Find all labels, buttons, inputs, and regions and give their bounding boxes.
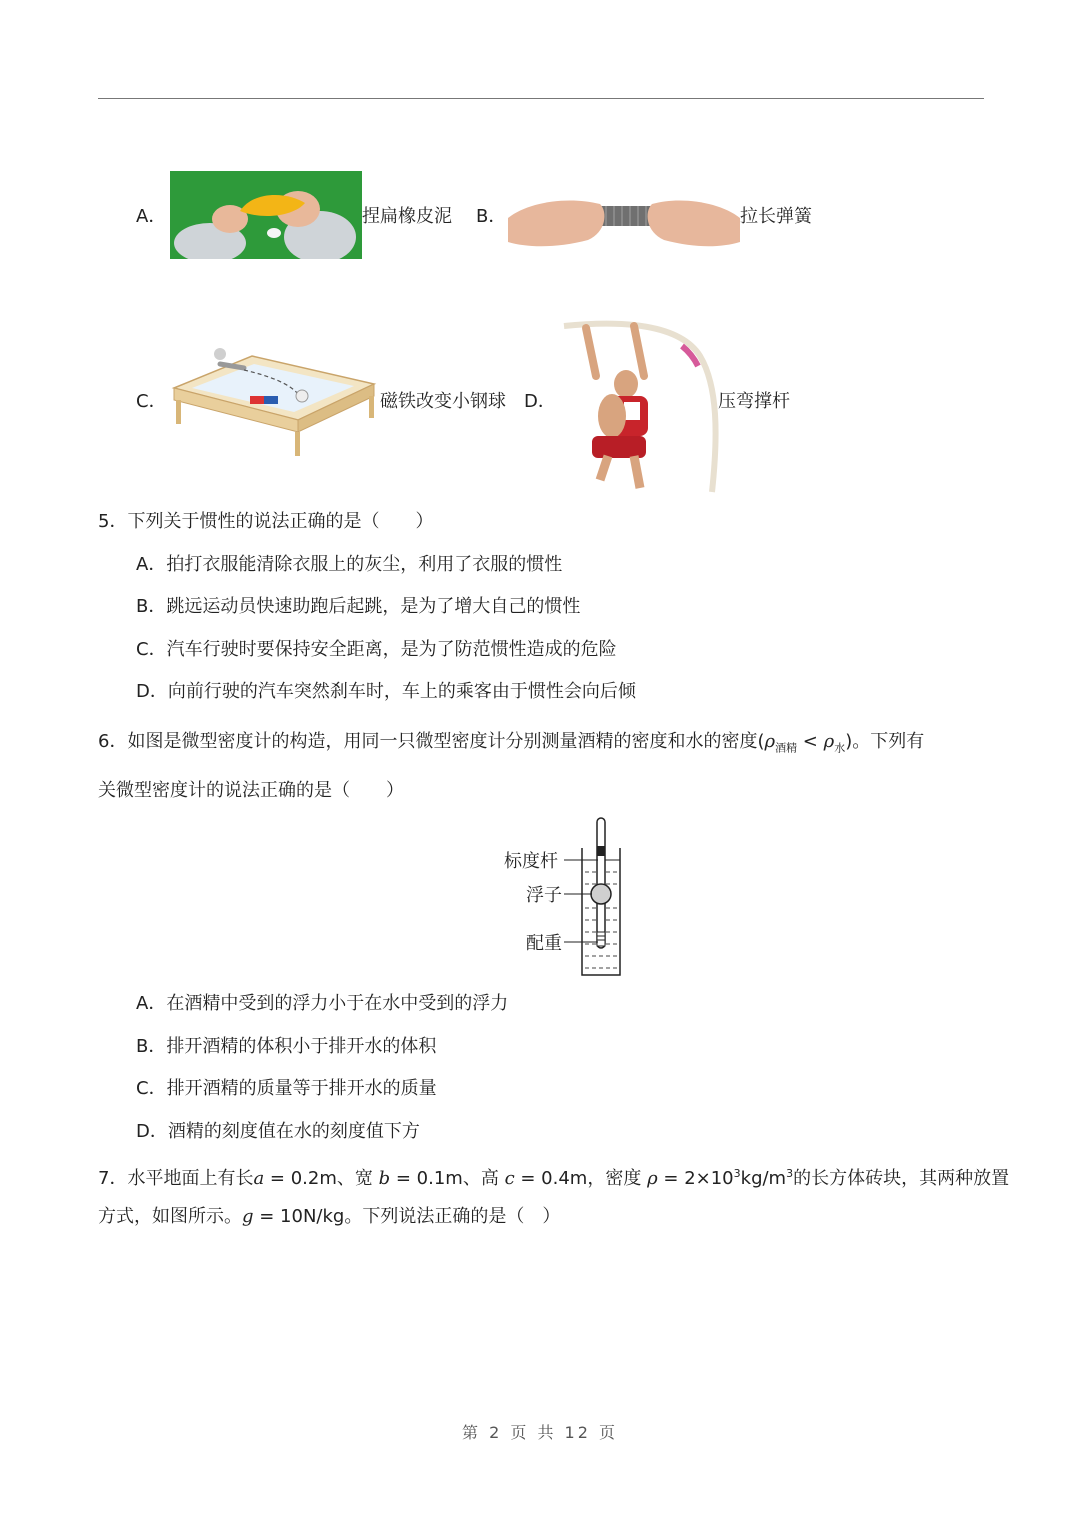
q7-stem-line1	[98, 1162, 1009, 1191]
q7-line2b: 。下列说法正确的是（ ）	[344, 1206, 561, 1227]
magnet-ball-image	[170, 346, 378, 458]
q5-option-c: C．汽车行驶时要保持安全距离，是为了防范惯性造成的危险	[136, 639, 617, 660]
label-scale-rod: 标度杆	[504, 851, 558, 872]
q7-eq-g: = 10N/kg	[253, 1206, 345, 1227]
q7-rho: ρ	[647, 1168, 658, 1189]
q6-stem-line2: 关微型密度计的说法正确的是（ ）	[98, 780, 404, 801]
q4-option-a-caption: 捏扁橡皮泥	[362, 206, 452, 227]
q7-stem-line2	[98, 1205, 560, 1229]
hydrometer-diagram	[500, 812, 630, 980]
q7-p1: 7．水平地面上有长	[98, 1168, 254, 1189]
q5-stem: 5．下列关于惯性的说法正确的是（ ）	[98, 511, 434, 532]
page-footer: 第 2 页 共 12 页	[462, 1423, 618, 1442]
q7-eq-rho: = 2×10	[657, 1168, 734, 1189]
q7-b: b	[378, 1168, 391, 1189]
q5-option-b: B．跳远运动员快速助跑后起跳，是为了增大自己的惯性	[136, 596, 581, 617]
q7-exp: 3	[733, 1167, 741, 1180]
spring-stretch-image	[508, 182, 740, 252]
q4-option-a-letter: A．	[136, 206, 167, 227]
q4-option-d-letter: D．	[524, 391, 556, 412]
q4-option-c-caption: 磁铁改变小钢球	[380, 391, 506, 412]
q6-stem-line1: 6．如图是微型密度计的构造，用同一只微型密度计分别测量酒精的密度和水的密度$(\rho_{酒精} < \rho_水)$。下列有	[98, 731, 925, 755]
q6-option-b: B．排开酒精的体积小于排开水的体积	[136, 1036, 437, 1057]
q6-stem-a: 6．如图是微型密度计的构造，用同一只微型密度计分别测量酒精的密度和水的密度	[98, 731, 758, 752]
q7-eq-c: = 0.4m，密度	[514, 1168, 648, 1189]
header-rule	[98, 98, 984, 99]
q6-rho-water: ρ	[823, 731, 835, 752]
q6-stem-b: 。下列有	[852, 731, 925, 752]
q6-lt: <	[797, 731, 824, 752]
q4-option-c-letter: C．	[136, 391, 167, 412]
q7-eq-b: = 0.1m、高	[390, 1168, 505, 1189]
q7-g: g	[242, 1206, 254, 1227]
q6-option-d: D．酒精的刻度值在水的刻度值下方	[136, 1121, 420, 1142]
q5-option-a: A．拍打衣服能清除衣服上的灰尘，利用了衣服的惯性	[136, 554, 563, 575]
q7-a: a	[253, 1168, 265, 1189]
q6-sub-alcohol: 酒精	[775, 741, 798, 755]
pole-vault-image	[562, 316, 720, 494]
label-weight: 配重	[526, 933, 562, 954]
q7-exp-unit: 3	[786, 1167, 794, 1180]
q4-option-d-caption: 压弯撑杆	[718, 391, 790, 412]
q7-p2: 的长方体砖块，其两种放置	[793, 1168, 1010, 1189]
q7-eq-a: = 0.2m、宽	[264, 1168, 379, 1189]
q6-rho-alcohol: ρ	[764, 731, 776, 752]
q6-sub-water: 水	[834, 741, 846, 755]
q6-option-a: A．在酒精中受到的浮力小于在水中受到的浮力	[136, 993, 509, 1014]
q4-option-b-letter: B．	[476, 206, 507, 227]
q7-c: c	[504, 1168, 515, 1189]
q4-option-b-caption: 拉长弹簧	[740, 206, 812, 227]
q7-line2a: 方式，如图所示。	[98, 1206, 242, 1227]
clay-squeeze-image	[170, 171, 362, 259]
q5-option-d: D．向前行驶的汽车突然刹车时，车上的乘客由于惯性会向后倾	[136, 681, 636, 702]
label-float: 浮子	[526, 885, 562, 906]
q6-option-c: C．排开酒精的质量等于排开水的质量	[136, 1078, 437, 1099]
q7-unit: kg/m	[740, 1168, 787, 1189]
